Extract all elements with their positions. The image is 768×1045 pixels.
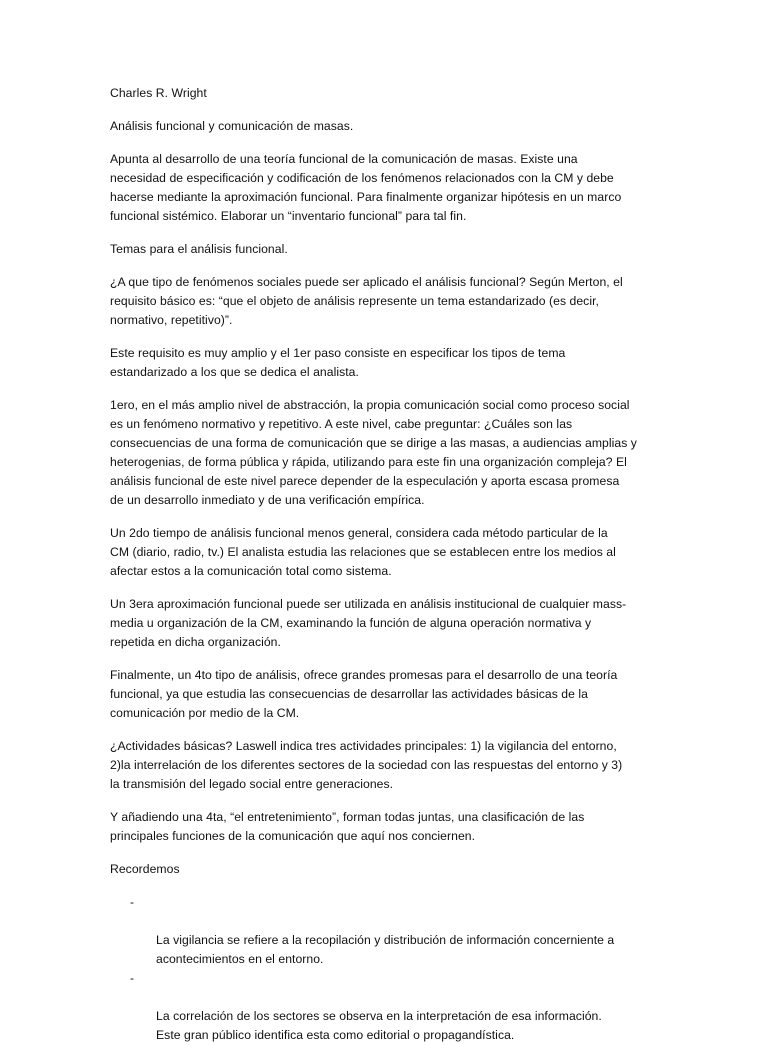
paragraph-first-level: 1ero, en el más amplio nivel de abstracción, la propia comunicación social como proceso social es un fenómeno normativo y repetitivo. A este nivel, cabe preguntar: ¿Cuáles son las consecuencias de una forma de comunicación que se dirige a las masas, a audiencias amplias y heterogenias, de forma pública y rápida, utilizando para este fin una organización compleja? El análisis funcional de este nivel parece depender de la especulación y aporta escasa promesa de un desarrollo inmediato y de una verificación empírica. bbox=[110, 398, 637, 507]
paragraph-basic-activities: ¿Actividades básicas? Laswell indica tres actividades principales: 1) la vigilancia del entorno, 2)la interrelación de los diferentes sectores de la sociedad con las respuestas del entorno y 3) la transmisión del legado social entre generaciones. bbox=[110, 739, 623, 791]
document-page bbox=[110, 84, 658, 1045]
document-title: Análisis funcional y comunicación de masas. bbox=[110, 119, 354, 133]
paragraph-requirement: Este requisito es muy amplio y el 1er paso consiste en especificar los tipos de tema estandarizado a los que se dedica el analista. bbox=[110, 346, 566, 379]
paragraph-entertainment: Y añadiendo una 4ta, “el entretenimiento”, forman todas juntas, una clasificación de las principales funciones de la comunicación que aquí nos conciernen. bbox=[110, 810, 585, 843]
paragraph-merton-question: ¿A que tipo de fenómenos sociales puede ser aplicado el análisis funcional? Según Merton, el requisito básico es: “que el objeto de análisis represente un tema estandarizado (es decir, normativo, repetitivo)”. bbox=[110, 275, 623, 327]
bullet-marker: - bbox=[130, 895, 135, 909]
list-item-text: La vigilancia se refiere a la recopilación y distribución de información concerniente a acontecimientos en el entorno. bbox=[156, 933, 615, 966]
paragraph-third-level: Un 3era aproximación funcional puede ser utilizada en análisis institucional de cualquier mass- media u organización de la CM, examinando la función de alguna operación normativa y repetida en dicha organización. bbox=[110, 597, 627, 649]
list-item-text: La correlación de los sectores se observa en la interpretación de esa información. Este gran público identifica esta como editorial o propagandística. bbox=[156, 1009, 602, 1042]
intro-paragraph: Apunta al desarrollo de una teoría funcional de la comunicación de masas. Existe una necesidad de especificación y codificación de los fenómenos relacionados con la CM y debe hacerse mediante la aproximación funcional. Para finalmente organizar hipótesis en un marco funcional sistémico. Elaborar un “inventario funcional” para tal fin. bbox=[110, 152, 622, 223]
list-item bbox=[110, 969, 658, 1045]
section-heading: Temas para el análisis funcional. bbox=[110, 242, 288, 256]
author-name: Charles R. Wright bbox=[110, 86, 207, 100]
paragraph-fourth-level: Finalmente, un 4to tipo de análisis, ofrece grandes promesas para el desarrollo de una teoría funcional, ya que estudia las consecuencias de desarrollar las actividades básicas de la comunicación por medio de la CM. bbox=[110, 668, 618, 720]
list-item bbox=[110, 893, 658, 969]
bullet-marker: - bbox=[130, 971, 135, 985]
paragraph-second-level: Un 2do tiempo de análisis funcional menos general, considera cada método particular de la CM (diario, radio, tv.) El analista estudia las relaciones que se establecen entre los medios al afectar estos a la comunicación total como sistema. bbox=[110, 526, 616, 578]
recap-list bbox=[110, 893, 658, 1045]
recap-heading: Recordemos bbox=[110, 862, 180, 876]
